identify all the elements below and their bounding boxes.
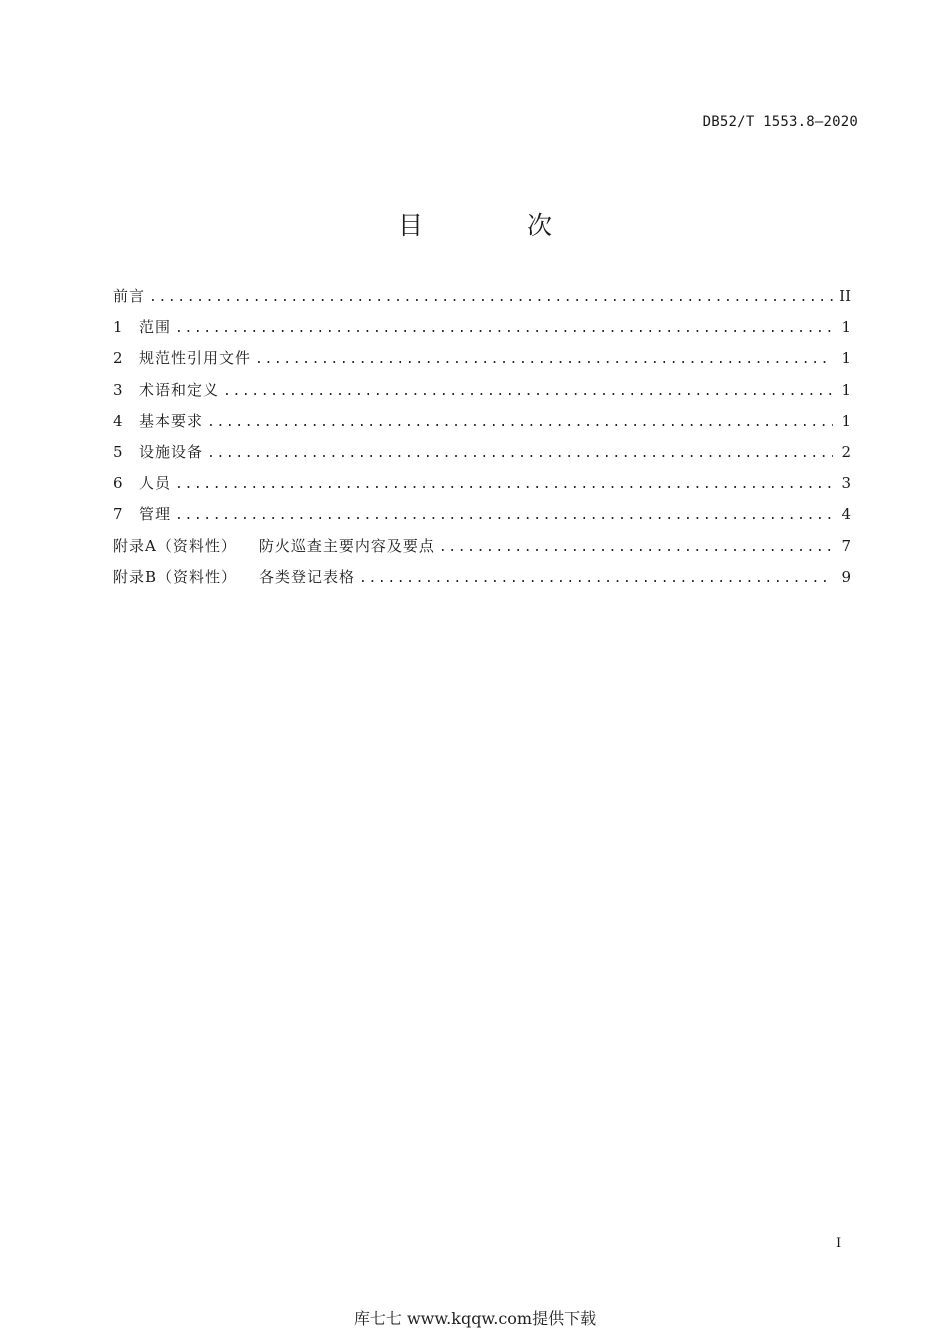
toc-entry-basic-requirements[interactable] — [113, 410, 851, 441]
toc-entry-page: 7 — [841, 536, 851, 555]
toc-entry-page: 1 — [841, 318, 851, 337]
toc-entry-label: 前言 — [113, 287, 146, 305]
toc-leader-dots — [207, 446, 833, 461]
toc-entry-label: 规范性引用文件 — [139, 349, 252, 368]
toc-leader-dots — [175, 508, 833, 523]
toc-leader-dots — [223, 384, 833, 399]
toc-entry-page: 1 — [841, 380, 851, 399]
toc-entry-appendix-b[interactable] — [113, 566, 851, 597]
toc-entry-page: 3 — [841, 474, 851, 493]
toc-entry-label: 人员 — [139, 474, 172, 493]
toc-entry-page: 2 — [841, 442, 851, 461]
table-of-contents — [113, 285, 851, 597]
toc-leader-dots — [439, 540, 833, 555]
toc-entry-label: 设施设备 — [139, 442, 204, 461]
toc-entry-page: 1 — [841, 349, 851, 368]
toc-entry-page: 1 — [841, 411, 851, 430]
toc-entry-number: 2 — [113, 349, 123, 368]
toc-entry-number: 3 — [113, 380, 123, 399]
toc-entry-number: 1 — [113, 318, 123, 337]
toc-title: 目 次 — [398, 211, 600, 240]
toc-entry-personnel[interactable] — [113, 472, 851, 503]
toc-entry-normative-references[interactable] — [113, 347, 851, 378]
toc-entry-number: 6 — [113, 474, 123, 493]
toc-entry-number: 4 — [113, 411, 123, 430]
toc-entry-number: 5 — [113, 442, 123, 461]
toc-entry-label: 基本要求 — [139, 411, 204, 430]
toc-entry-number: 7 — [113, 505, 123, 524]
toc-entry-page: 4 — [841, 505, 851, 524]
toc-entry-page: II — [839, 287, 851, 305]
toc-entry-label: 管理 — [139, 505, 172, 524]
download-watermark: 库七七 www.kqqw.com提供下载 — [353, 1309, 597, 1328]
document-code: DB52/T 1553.8—2020 — [702, 114, 858, 130]
toc-leader-dots — [359, 571, 833, 586]
toc-entry-terms-definitions[interactable] — [113, 379, 851, 410]
toc-entry-label: 附录B（资料性） — [113, 567, 238, 586]
toc-entry-subtitle: 各类登记表格 — [259, 567, 356, 586]
toc-leader-dots — [207, 415, 833, 430]
toc-leader-dots — [175, 477, 833, 492]
toc-entry-scope[interactable] — [113, 316, 851, 347]
toc-entry-label: 附录A（资料性） — [113, 536, 237, 555]
toc-entry-facilities-equipment[interactable] — [113, 441, 851, 472]
toc-leader-dots — [149, 290, 833, 305]
toc-entry-appendix-a[interactable] — [113, 535, 851, 566]
toc-entry-foreword[interactable] — [113, 285, 851, 316]
toc-entry-subtitle: 防火巡查主要内容及要点 — [258, 536, 435, 555]
toc-entry-label: 范围 — [139, 318, 172, 337]
toc-leader-dots — [175, 321, 833, 336]
page-number: I — [836, 1236, 842, 1251]
toc-entry-page: 9 — [841, 567, 851, 586]
toc-entry-management[interactable] — [113, 503, 851, 534]
toc-entry-label: 术语和定义 — [139, 380, 220, 399]
toc-leader-dots — [255, 352, 833, 367]
